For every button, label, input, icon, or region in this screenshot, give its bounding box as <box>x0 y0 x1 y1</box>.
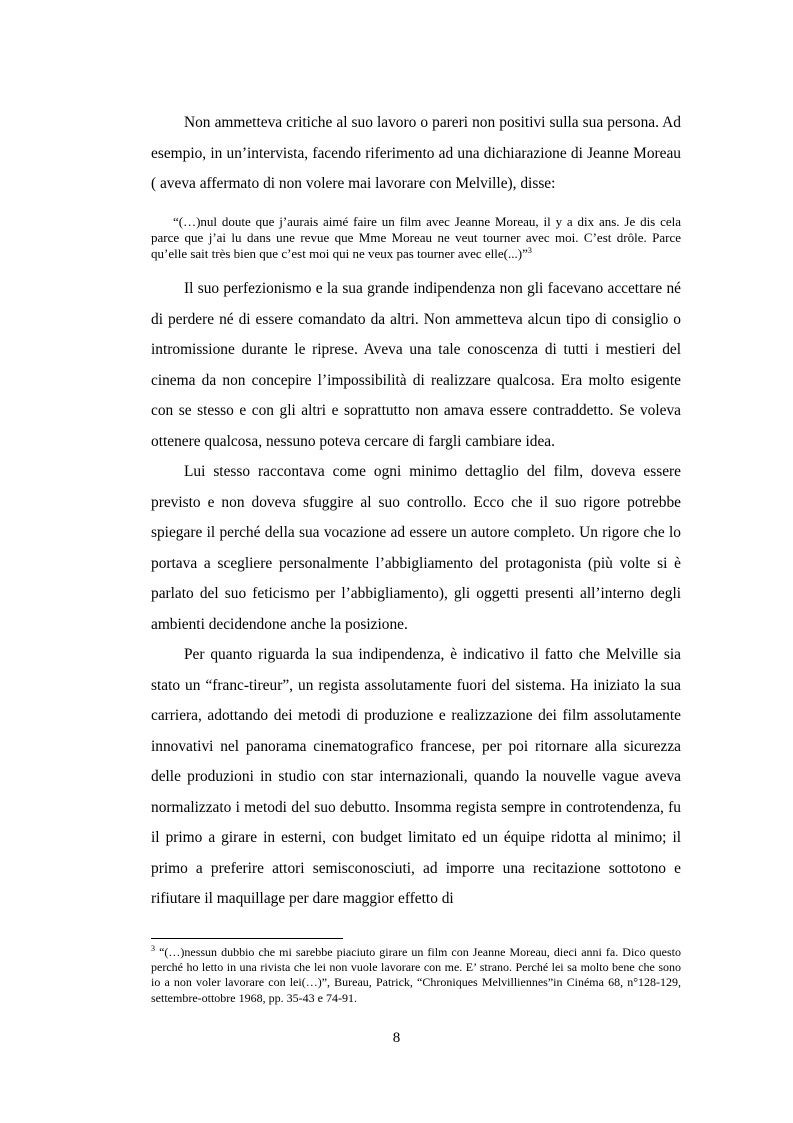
footnote-3 <box>151 945 681 1006</box>
footnotes-section <box>151 938 681 1006</box>
paragraph-2: Il suo perfezionismo e la sua grande indipendenza non gli facevano accettare né di perdere né di essere comandato da altri. Non ammetteva alcun tipo di consiglio o intromissione durante le riprese. Aveva una tale conoscenza di tutti i mestieri del cinema da non concepire l’impossibilità di realizzare qualcosa. Era molto esigente con se stesso e con gli altri e soprattutto non amava essere contraddetto. Se voleva ottenere qualcosa, nessuno poteva cercare di fargli cambiare idea. <box>151 280 681 450</box>
page-body <box>151 108 681 915</box>
footnote-separator <box>151 938 343 939</box>
footnote-text: “(…)nessun dubbio che mi sarebbe piaciuto girare un film con Jeanne Moreau, dieci anni fa. Dico questo perché ho letto in una rivista che lei non vuole lavorare con me. E’ strano. Perché lei sa molto bene che sono io a non voler lavorare con lei(…)”, Bureau, Patrick, “Chroniques Melvilliennes”in Cinéma 68, n°128-129, settembre-ottobre 1968, pp. 35-43 e 74-91. <box>151 945 682 1005</box>
footnote-reference: 3 <box>527 245 532 255</box>
paragraph-3: Lui stesso raccontava come ogni minimo dettaglio del film, doveva essere previsto e non doveva sfuggire al suo controllo. Ecco che il suo rigore potrebbe spiegare il perché della sua vocazione ad essere un autore completo. Un rigore che lo portava a scegliere personalmente l’abbigliamento del protagonista (più volte si è parlato del suo feticismo per l’abbigliamento), gli oggetti presenti all’interno degli ambienti decidendone anche la posizione. <box>151 463 681 633</box>
paragraph-4: Per quanto riguarda la sua indipendenza, è indicativo il fatto che Melville sia stato un “franc-tireur”, un regista assolutamente fuori del sistema. Ha iniziato la sua carriera, adottando dei metodi di produzione e realizzazione dei film assolutamente innovativi nel panorama cinematografico francese, per poi ritornare alla sicurezza delle produzioni in studio con star internazionali, quando la nouvelle vague aveva normalizzato i metodi del suo debutto. Insomma regista sempre in controtendenza, fu il primo a girare in esterni, con budget limitato ed un équipe ridotta al minimo; il primo a preferire attori semisconosciuti, ad imporre una recitazione sottotono e rifiutare il maquillage per dare maggior effetto di <box>151 646 681 908</box>
page-number: 8 <box>392 1030 401 1046</box>
footnote-number: 3 <box>151 944 155 953</box>
block-quote <box>151 214 681 263</box>
paragraph-1: Non ammetteva critiche al suo lavoro o pareri non positivi sulla sua persona. Ad esempio, in un’intervista, facendo riferimento ad una dichiarazione di Jeanne Moreau ( aveva affermato di non volere mai lavorare con Melville), disse: <box>151 114 681 192</box>
quote-text: “(…)nul doute que j’aurais aimé faire un film avec Jeanne Moreau, il y a dix ans. Je dis cela parce que j’ai lu dans une revue que Mme Moreau ne veut tourner avec moi. C’est drôle. Parce qu’elle sait très bien que c’est moi qui ne veux pas tourner avec elle(...)” <box>151 213 681 261</box>
